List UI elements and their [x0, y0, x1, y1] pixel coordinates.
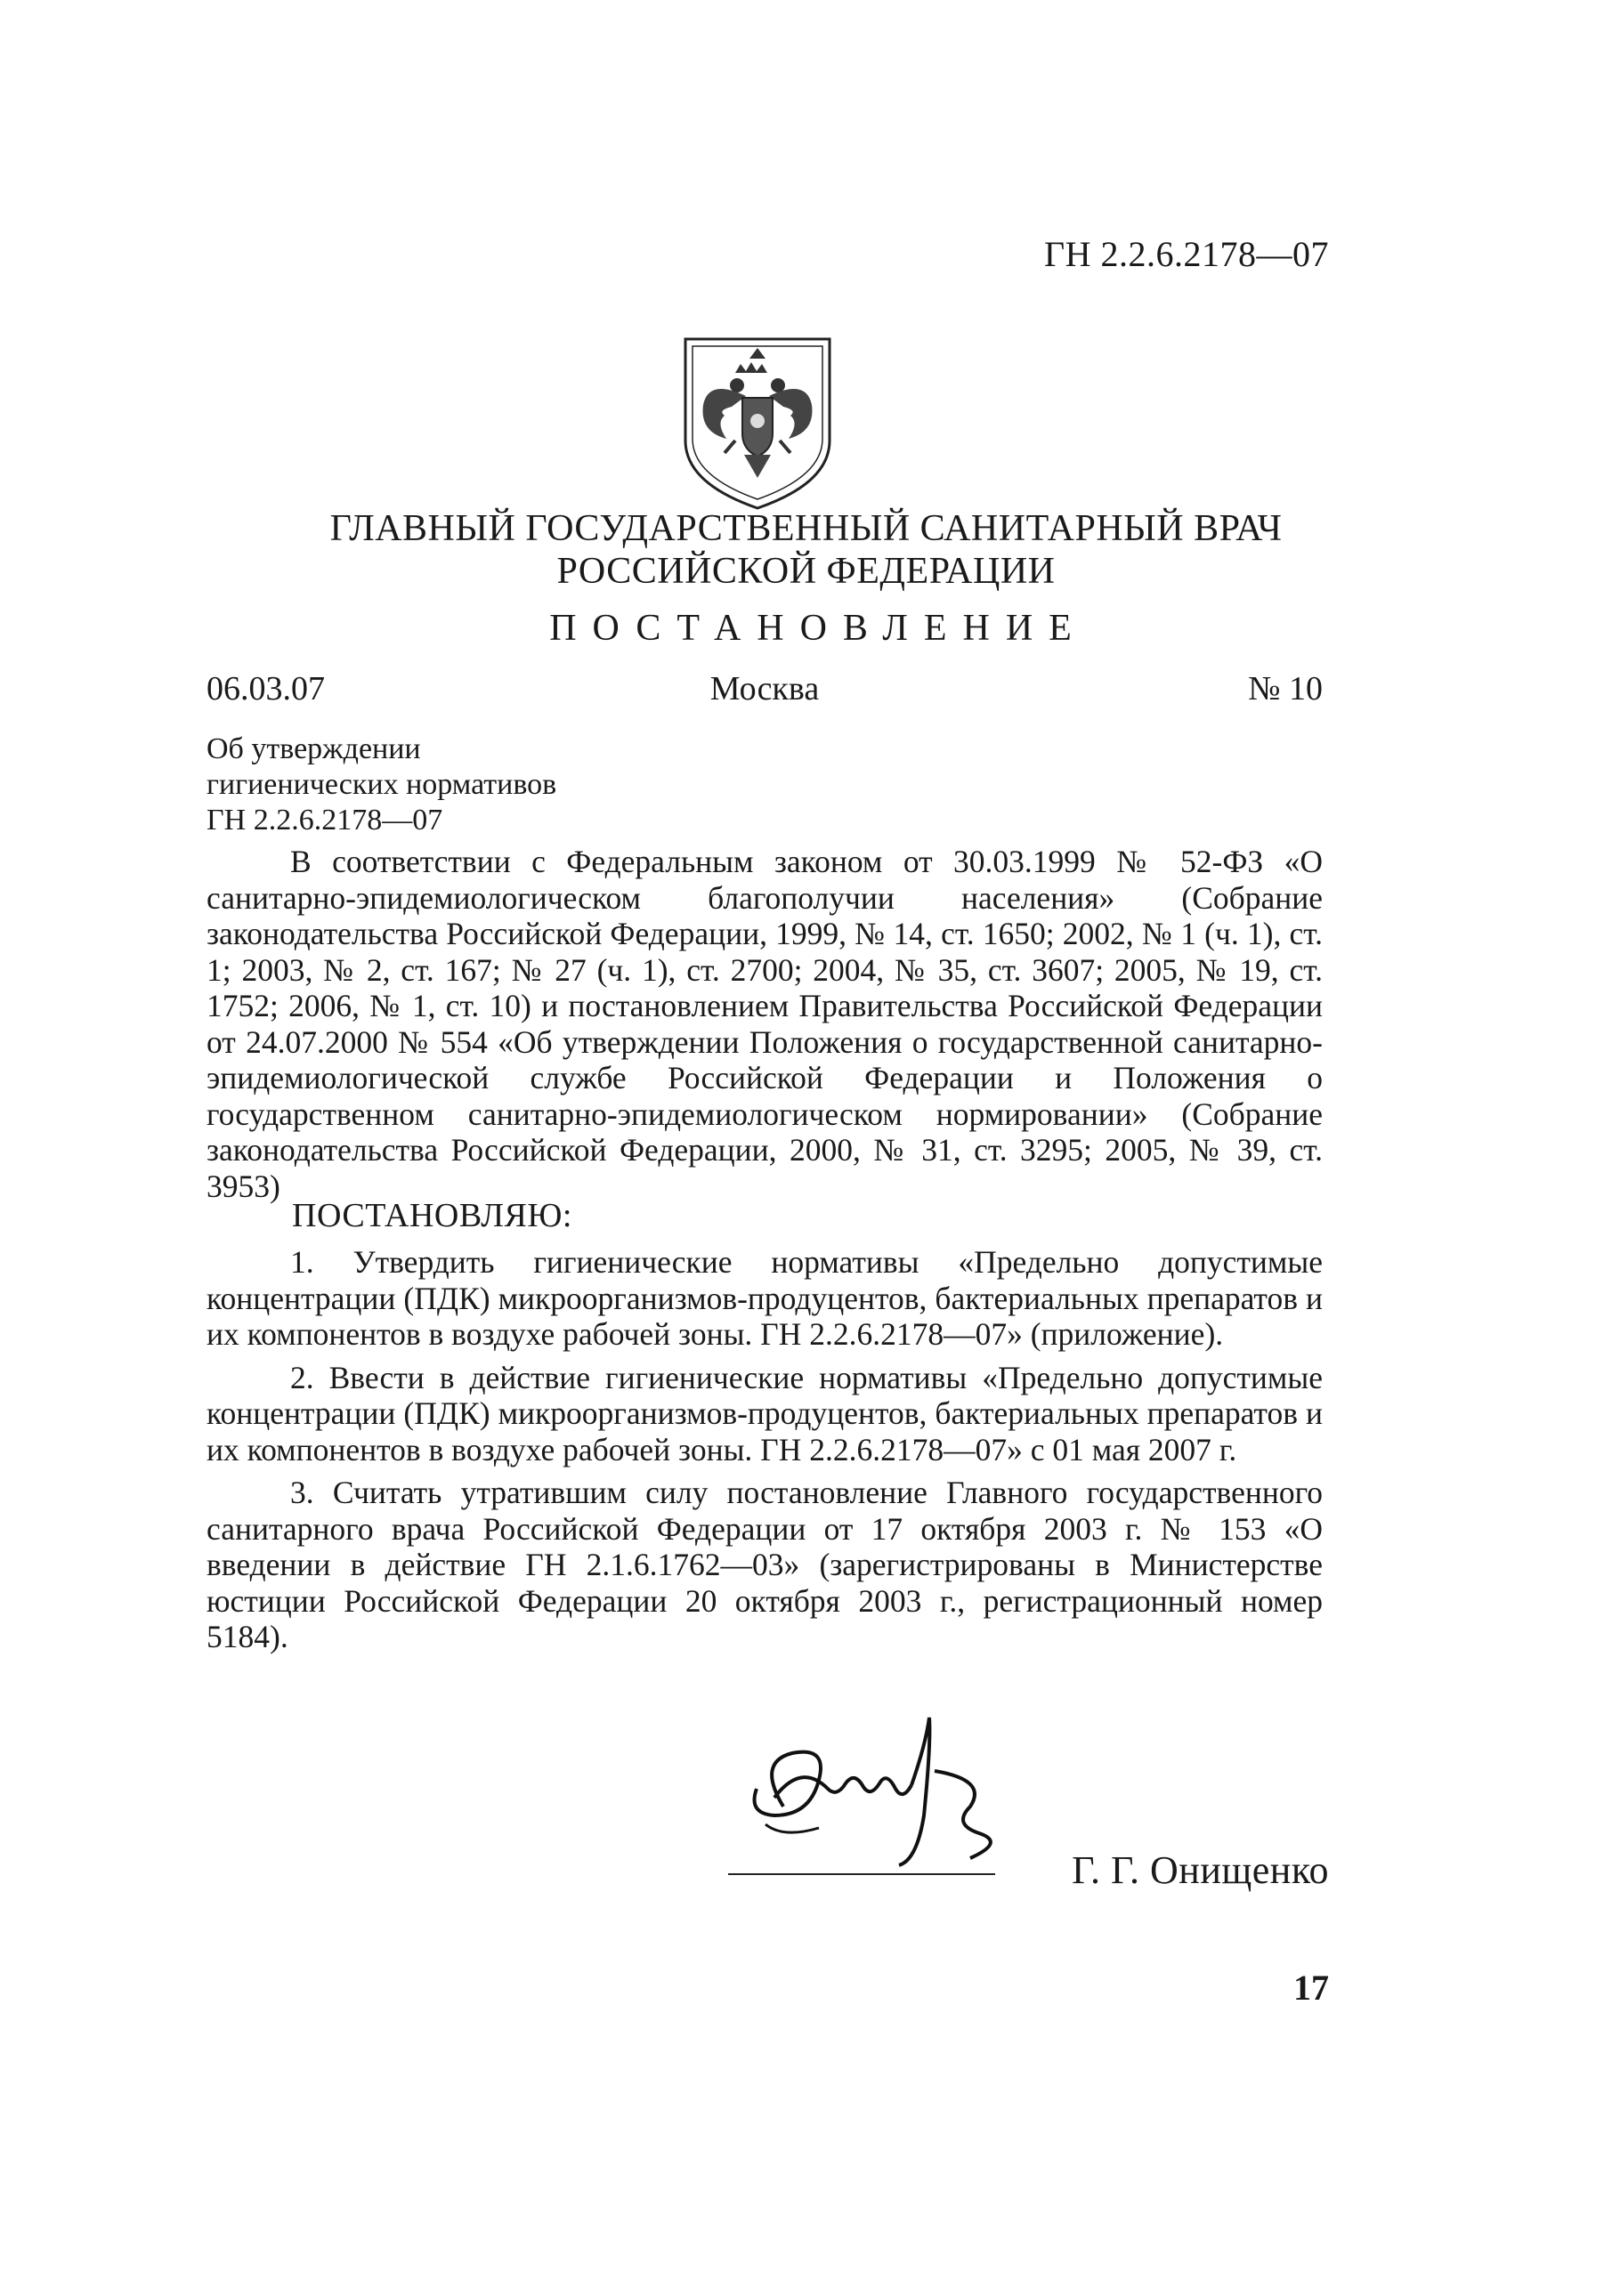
authority-title-line1: ГЛАВНЫЙ ГОСУДАРСТВЕННЫЙ САНИТАРНЫЙ ВРАЧ [329, 508, 1283, 549]
signature-line [728, 1873, 995, 1875]
document-subject [207, 732, 556, 838]
resolution-item: 3. Считать утратившим силу постановление Главного государственного санитарного врача Российской Федерации от 17 октября 2003 г. № 153 «О введении в действие ГН 2.1.6.1762—03» (зарегистрированы в Министерстве юстиции Российской Федерации 20 октября 2003 г., регистрационный номер 5184). [207, 1475, 1323, 1654]
subject-line: ГН 2.2.6.2178—07 [207, 804, 443, 837]
subject-line: гигиенических нормативов [207, 768, 557, 801]
resolution-items [207, 1244, 1323, 1662]
document-code: ГН 2.2.6.2178—07 [1043, 234, 1329, 274]
authority-title-line2: РОССИЙСКОЙ ФЕДЕРАЦИИ [556, 551, 1056, 592]
document-date: 06.03.07 [207, 670, 325, 707]
document-city: Москва [709, 670, 820, 707]
resolution-item: 1. Утвердить гигиенические нормативы «Предельно допустимые концентрации (ПДК) микроорганизмов-продуцентов, бактериальных препаратов и их компонентов в воздухе рабочей зоны. ГН 2.2.6.2178—07» (приложение). [207, 1244, 1323, 1352]
russian-coat-of-arms-icon [673, 334, 842, 512]
preamble [207, 844, 1323, 1204]
resolve-heading: ПОСТАНОВЛЯЮ: [292, 1197, 572, 1234]
handwritten-signature [721, 1709, 1041, 1887]
document-number: № 10 [1248, 670, 1323, 707]
preamble-paragraph: В соответствии с Федеральным законом от 30.03.1999 № 52-ФЗ «О санитарно-эпидемиологическом благополучии населения» (Собрание законодательства Российской Федерации, 1999, № 14, ст. 1650; 2002, № 1 (ч. 1), ст. 1; 2003, № 2, ст. 167; № 27 (ч. 1), ст. 2700; 2004, № 35, ст. 3607; 2005, № 19, ст. 1752; 2006, № 1, ст. 10) и постановлением Правительства Российской Федерации от 24.07.2000 № 554 «Об утверждении Положения о государственной санитарно-эпидемиологической службе Российской Федерации и Положения о государственном санитарно-эпидемиологическом нормировании» (Собрание законодательства Российской Федерации, 2000, № 31, ст. 3295; 2005, № 39, ст. 3953) [207, 844, 1323, 1204]
resolution-item: 2. Ввести в действие гигиенические нормативы «Предельно допустимые концентрации (ПДК) микроорганизмов-продуцентов, бактериальных препаратов и их компонентов в воздухе рабочей зоны. ГН 2.2.6.2178—07» с 01 мая 2007 г. [207, 1359, 1323, 1467]
page-number: 17 [1293, 1968, 1329, 2008]
document-type: ПОСТАНОВЛЕНИЕ [549, 608, 1088, 649]
signer-name: Г. Г. Онищенко [1072, 1848, 1329, 1892]
subject-line: Об утверждении [207, 732, 421, 765]
